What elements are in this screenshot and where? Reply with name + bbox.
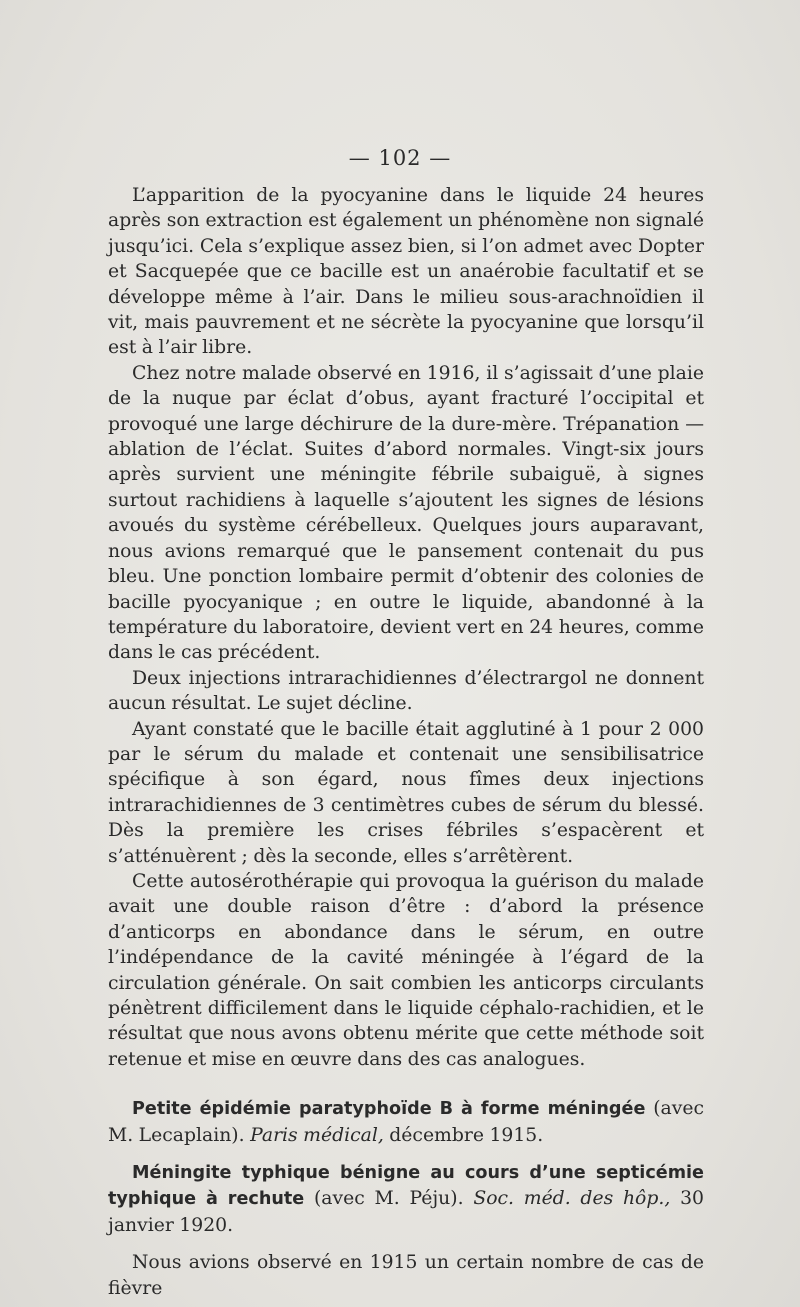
paragraph-2: Chez notre malade observé en 1916, il s’agissait d’une plaie de la nuque par éclat d’obus, ayant fracturé l’occipital et provoqué une large déchirure de la dure-mère. Trépanation — ablation de l’éclat. Suites d’abord normales. Vingt-six jours après survient une méningite fébrile subaiguë, à signes surtout rachidiens à laquelle s’ajoutent les signes de lésions avoués du système cérébelleux. Quelques jours auparavant, nous avions remarqué que le pansement contenait du pus bleu. Une ponction lombaire permit d’obtenir des colonies de bacille pyocyanique ; en outre le liquide, abandonné à la température du laboratoire, devient vert en 24 heures, comme dans le cas précédent. (108, 362, 704, 664)
entry-2-journal: Soc. méd. des hôp., (473, 1188, 671, 1210)
final-paragraph: Nous avions observé en 1915 un certain nombre de cas de fièvre (108, 1252, 704, 1299)
entry-2-authors: (avec M. Péju). (304, 1188, 474, 1210)
entry-1-journal: Paris médical, (250, 1124, 384, 1146)
entry-1-date: décembre 1915. (383, 1124, 544, 1146)
paragraph-4: Ayant constaté que le bacille était agglutiné à 1 pour 2 000 par le sérum du malade et contenait une sensibilisatrice spécifique à son égard, nous fîmes deux injections intrarachidiennes de 3 centimètres cubes de sérum du blessé. Dès la première les crises fébriles s’espacèrent et s’atténuèrent ; dès la seconde, elles s’arrêtèrent. (108, 718, 704, 867)
bibliography-entry-1 (108, 1096, 704, 1148)
entry-1-authors: (avec M. Lecaplain). (108, 1098, 704, 1146)
entry-2-title: Méningite typhique bénigne au cours d’une septicémie typhique à rechute (108, 1163, 704, 1210)
paragraph-5: Cette autosérothérapie qui provoqua la guérison du malade avait une double raison d’être : d’abord la présence d’anticorps en abondance dans le sérum, en outre l’indépendance de la cavité méningée à l’égard de la circulation générale. On sait combien les anticorps circulants pénètrent difficilement dans le liquide céphalo-rachidien, et le résultat que nous avons obtenu mérite que cette méthode soit retenue et mise en œuvre dans des cas analogues. (108, 870, 704, 1070)
page-number: — 102 — (348, 146, 452, 170)
entry-2-date: 30 janvier 1920. (108, 1188, 704, 1236)
entry-1-title: Petite épidémie paratyphoïde B à forme méningée (132, 1099, 646, 1120)
paragraph-3: Deux injections intrarachidiennes d’électrargol ne donnent aucun résultat. Le sujet décline. (108, 667, 704, 715)
bibliography-entry-2 (108, 1160, 704, 1238)
body-text (108, 183, 704, 1301)
paragraph-1: L’apparition de la pyocyanine dans le liquide 24 heures après son extraction est également un phénomène non signalé jusqu’ici. Cela s’explique assez bien, si l’on admet avec Dopter et Sacquepée que ce bacille est un anaérobie facultatif et se développe même à l’air. Dans le milieu sous-arachnoïdien il vit, mais pauvrement et ne sécrète la pyocyanine que lorsqu’il est à l’air libre. (108, 185, 704, 359)
